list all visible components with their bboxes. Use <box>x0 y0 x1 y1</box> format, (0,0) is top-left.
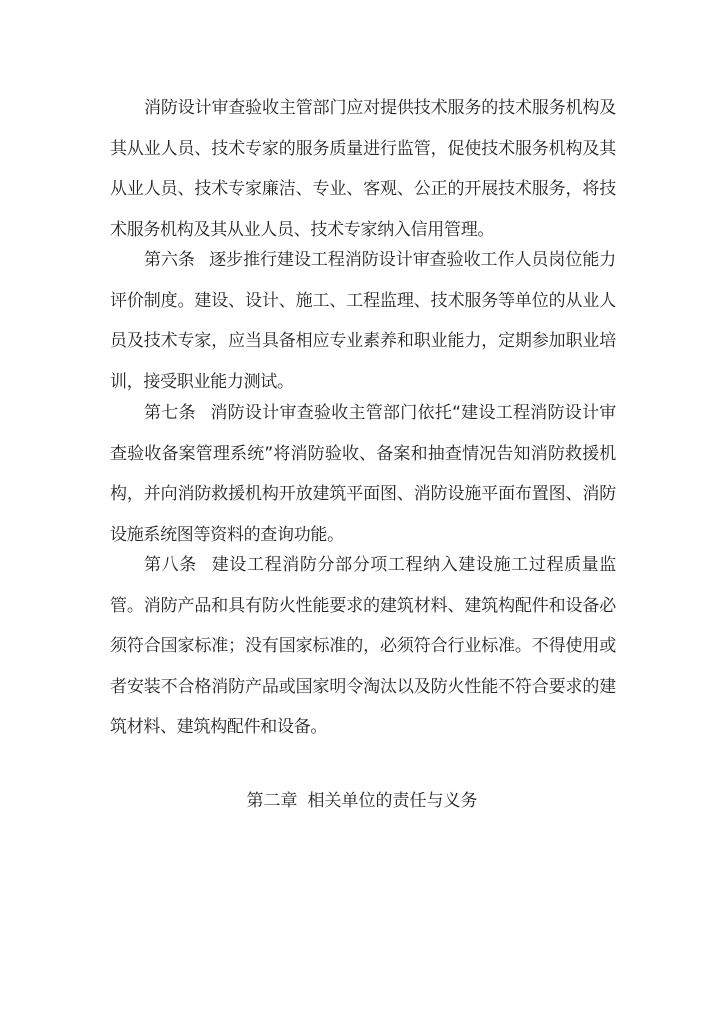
article-text: 逐步推行建设工程消防设计审查验收工作人员岗位能力评价制度。建设、设计、施工、工程监理、技术服务等单位的从业人员及技术专家，应当具备相应专业素养和职业能力，定期参加职业培训，接受职业能力测试。 <box>110 250 616 392</box>
chapter-title: 相关单位的责任与义务 <box>307 791 478 811</box>
article-number: 第七条 <box>144 403 196 423</box>
article-7 <box>110 393 616 555</box>
article-text: 消防设计审查验收主管部门依托“建设工程消防设计审查验收备案管理系统”将消防验收、备案和抽查情况告知消防救援机构，并向消防救援机构开放建筑平面图、消防设施平面布置图、消防设施系统图等资料的查询功能。 <box>110 403 617 545</box>
chapter-number: 第二章 <box>246 791 298 811</box>
article-6 <box>110 240 616 402</box>
article-number: 第八条 <box>144 555 197 575</box>
chapter-heading <box>0 783 724 819</box>
paragraph-supervision <box>110 88 616 250</box>
paragraph-text: 消防设计审查验收主管部门应对提供技术服务的技术服务机构及其从业人员、技术专家的服务质量进行监管，促使技术服务机构及其从业人员、技术专家廉洁、专业、客观、公正的开展技术服务，将技术服务机构及其从业人员、技术专家纳入信用管理。 <box>110 98 616 240</box>
article-text: 建设工程消防分部分项工程纳入建设施工过程质量监管。消防产品和具有防火性能要求的建筑材料、建筑构配件和设备必须符合国家标准；没有国家标准的，必须符合行业标准。不得使用或者安装不合格消防产品或国家明令淘汰以及防火性能不符合要求的建筑材料、建筑构配件和设备。 <box>110 555 616 737</box>
article-8 <box>110 545 616 748</box>
article-number: 第六条 <box>144 250 195 270</box>
